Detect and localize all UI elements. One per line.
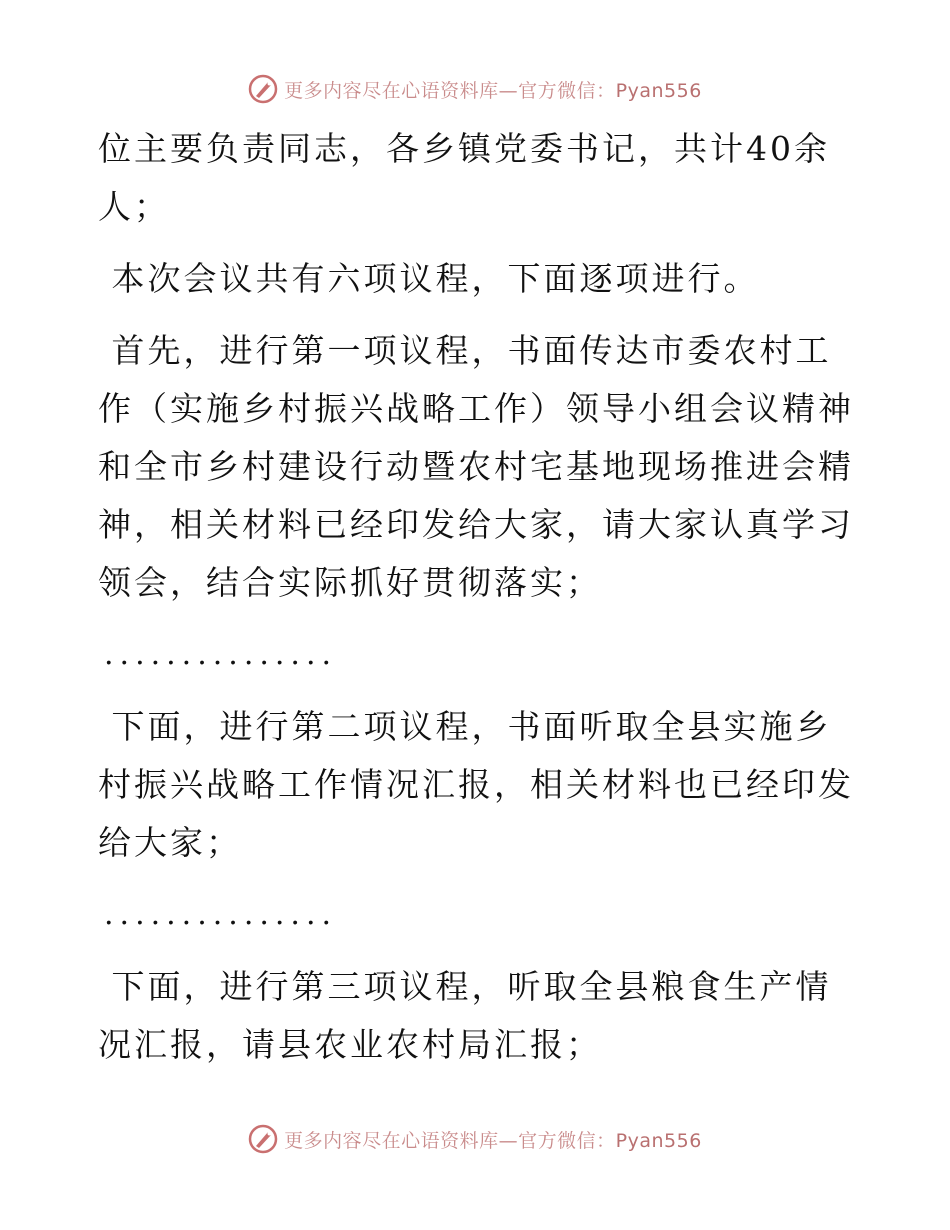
ellipsis-separator: ............... <box>104 897 338 932</box>
paragraph-agenda-intro: 本次会议共有六项议程，下面逐项进行。 <box>98 259 760 298</box>
paragraph-attendees: 位主要负责同志，各乡镇党委书记，共计40余人； <box>98 129 830 226</box>
paragraph-agenda-item-3: 下面，进行第三项议程，听取全县粮食生产情况汇报，请县农业农村局汇报； <box>98 967 832 1064</box>
pen-logo-icon <box>248 74 278 104</box>
watermark-text: 更多内容尽在心语资料库—官方微信：Pyan556 <box>284 79 702 102</box>
paragraph-agenda-item-1: 首先，进行第一项议程，书面传达市委农村工作（实施乡村振兴战略工作）领导小组会议精神和全市乡村建设行动暨农村宅基地现场推进会精神，相关材料已经印发给大家，请大家认真学习领会，结合实际抓好贯彻落实； <box>98 331 854 602</box>
paragraph-agenda-item-2: 下面，进行第二项议程，书面听取全县实施乡村振兴战略工作情况汇报，相关材料也已经印发给大家； <box>98 707 854 862</box>
pen-logo-icon <box>248 1124 278 1154</box>
footer-watermark <box>0 1122 950 1156</box>
watermark-text: 更多内容尽在心语资料库—官方微信：Pyan556 <box>284 1129 702 1152</box>
header-watermark <box>0 72 950 106</box>
ellipsis-separator: ............... <box>104 637 338 672</box>
document-body <box>98 120 858 1074</box>
